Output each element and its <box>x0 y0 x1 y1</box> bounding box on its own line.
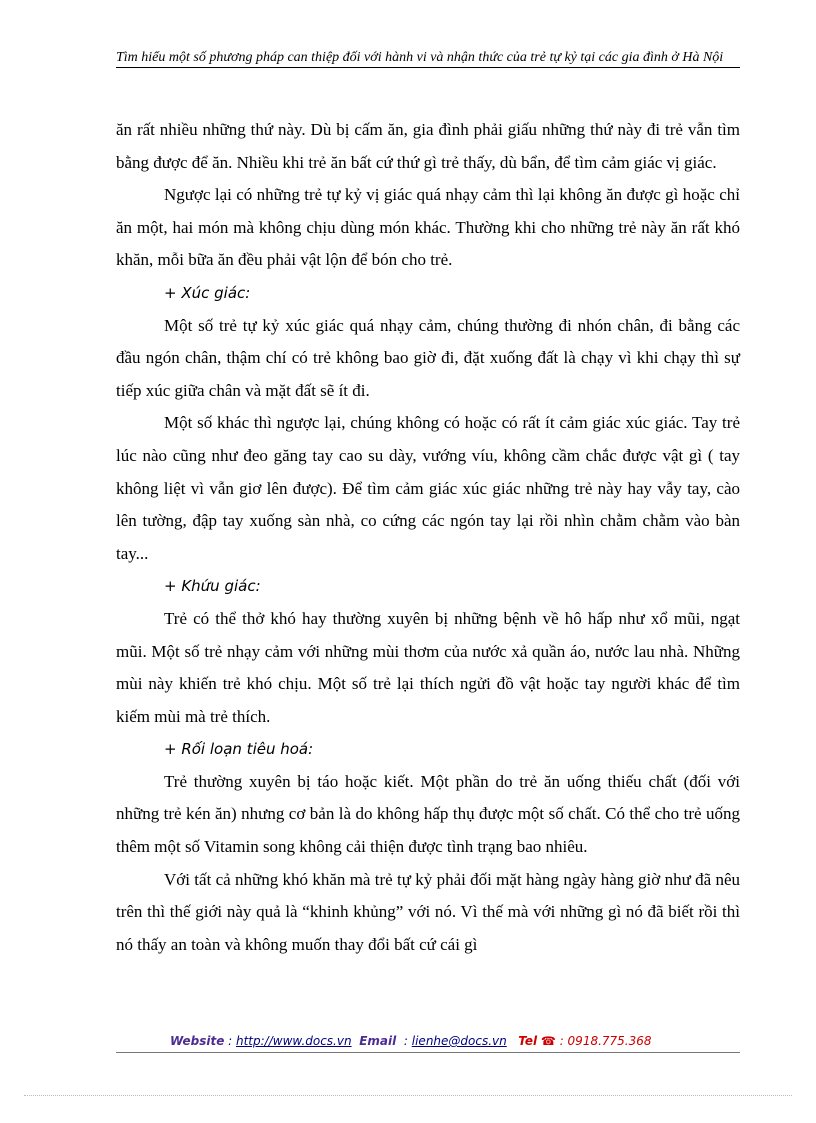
phone-number: 0918.775.368 <box>567 1034 652 1048</box>
paragraph: Trẻ có thể thở khó hay thường xuyên bị những bệnh về hô hấp như xổ mũi, ngạt mũi. Một số trẻ nhạy cảm với những mùi thơm của nước xả quần áo, nước lau nhà. Những mùi này khiến trẻ khó chịu. Một số trẻ lại thích ngửi đồ vật hoặc tay người khác để tìm kiếm mùi mà trẻ thích. <box>116 608 740 726</box>
section-heading: + Khứu giác: <box>164 577 261 596</box>
email-link[interactable]: lienhe@docs.vn <box>411 1034 507 1048</box>
tel-label: Tel <box>518 1034 538 1048</box>
page-footer: Website : http://www.docs.vn Email : lienhe@docs.vn Tel ☎ : 0918.775.368 <box>170 1034 652 1048</box>
paragraph: Một số khác thì ngược lại, chúng không có hoặc có rất ít cảm giác xúc giác. Tay trẻ lúc nào cũng như đeo găng tay cao su dày, vướng víu, không cầm chắc được vật gì ( tay không liệt vì vẫn giơ lên được). Để tìm cảm giác xúc giác những trẻ này hay vẫy tay, cào lên tường, đập tay xuống sàn nhà, co cứng các ngón tay lại rồi nhìn chằm chằm vào bàn tay... <box>116 413 740 563</box>
header-title: Tìm hiểu một số phương pháp can thiệp đối với hành vi và nhận thức của trẻ tự kỷ tại các gia đình ở Hà Nội <box>116 50 724 65</box>
footer-divider <box>116 1052 740 1053</box>
paragraph: Trẻ thường xuyên bị táo hoặc kiết. Một phần do trẻ ăn uống thiếu chất (đối với những trẻ kén ăn) nhưng cơ bản là do không hấp thụ được một số chất. Có thể cho trẻ uống thêm một số Vitamin song không cải thiện được tình trạng bao nhiêu. <box>116 771 740 857</box>
page-header <box>116 50 740 68</box>
email-label: Email <box>359 1034 397 1048</box>
paragraph: ăn rất nhiều những thứ này. Dù bị cấm ăn, gia đình phải giấu những thứ này đi trẻ vẫn tìm bằng được để ăn. Nhiều khi trẻ ăn bất cứ thứ gì trẻ thấy, dù bẩn, để tìm cảm giác vị giác. <box>116 120 740 172</box>
paragraph: Một số trẻ tự kỷ xúc giác quá nhạy cảm, chúng thường đi nhón chân, đi bằng các đầu ngón chân, thậm chí có trẻ không bao giờ đi, đặt xuống đất là chạy vì khi chạy thì sự tiếp xúc giữa chân và mặt đất sẽ ít đi. <box>116 315 740 400</box>
website-label: Website <box>170 1034 225 1048</box>
document-body <box>116 114 740 961</box>
website-link[interactable]: http://www.docs.vn <box>236 1034 352 1048</box>
page-bottom-divider <box>24 1095 792 1096</box>
section-heading: + Rối loạn tiêu hoá: <box>164 740 314 759</box>
phone-icon: ☎ <box>540 1034 556 1048</box>
section-heading: + Xúc giác: <box>164 283 251 302</box>
paragraph: Với tất cả những khó khăn mà trẻ tự kỷ phải đối mặt hàng ngày hàng giờ như đã nêu trên thì thế giới này quả là “khinh khủng” với nó. Vì thế mà với những gì nó đã biết rồi thì nó thấy an toàn và không muốn thay đổi bất cứ cái gì <box>116 869 740 954</box>
paragraph: Ngược lại có những trẻ tự kỷ vị giác quá nhạy cảm thì lại không ăn được gì hoặc chỉ ăn một, hai món mà không chịu dùng món khác. Thường khi cho những trẻ này ăn rất khó khăn, mỗi bữa ăn đều phải vật lộn để bón cho trẻ. <box>116 185 740 270</box>
